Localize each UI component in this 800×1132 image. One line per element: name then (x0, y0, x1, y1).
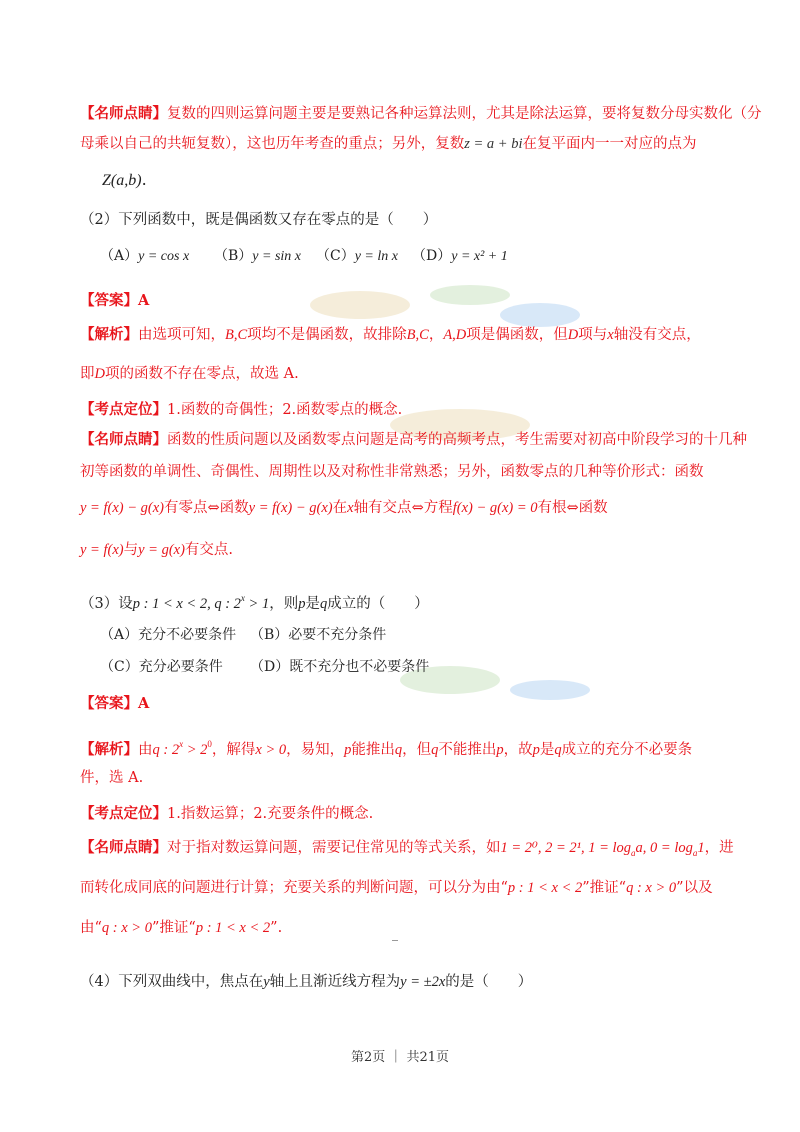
q2-note-line3: y = f(x) − g(x)有零点⇔函数y = f(x) − g(x)在x轴有交点⇔方程f(x) − g(x) = 0有根⇔函数 (80, 500, 608, 516)
q2-option-c: （C）y = ln x (316, 248, 398, 264)
q2-option-d: （D）y = x² + 1 (412, 248, 508, 264)
q3-stem: （3）设p : 1 < x < 2, q : $2^x > 1$，则p是q成立的（ ） (80, 593, 429, 612)
q2-analysis-line1: 【解析】由选项可知，B,C项均不是偶函数，故排除B,C，A,D项是偶函数，但D项与x轴没有交点， (80, 326, 701, 343)
q2-answer: 【答案】A (80, 292, 150, 309)
page-footer: 第2页 ｜ 共21页 (350, 1050, 450, 1065)
q3-note-line2: 而转化成同底的问题进行计算；充要关系的判断问题，可以分为由“p : 1 < x < 2”推证“q : x > 0”以及 (80, 880, 713, 896)
q2-note-line4: y = f(x)与y = g(x)有交点. (80, 542, 234, 558)
q3-option-a: （A）充分不必要条件 (100, 627, 237, 643)
q3-option-c: （C）充分必要条件 (100, 659, 223, 675)
q2-analysis-line2: 即D项的函数不存在零点，故选 A. (80, 366, 299, 382)
q2-note-line2: 初等函数的单调性、奇偶性、周期性以及对称性非常熟悉；另外，函数零点的几种等价形式：函数 (80, 464, 704, 480)
note1-line2: 母乘以自己的共轭复数），这也历年考查的重点；另外，复数z = a + bi在复平面内一一对应的点为 (80, 136, 697, 152)
q3-note-line1: 【名师点睛】对于指对数运算问题，需要记住常见的等式关系，如1 = 2⁰, 2 = 2¹, $1 = \log_aa$, $0 = \log_a1$，进 (80, 839, 734, 858)
q2-keypoint: 【考点定位】1.函数的奇偶性；2.函数零点的概念. (80, 401, 403, 418)
q2-option-b: （B）y = sin x (214, 248, 302, 264)
q3-analysis-line2: 件，选 A. (80, 770, 144, 786)
q3-note-line3: 由“q : x > 0”推证“p : 1 < x < 2”. (80, 920, 283, 936)
q2-note-line1: 【名师点睛】函数的性质问题以及函数零点问题是高考的高频考点，考生需要对初高中阶段学习的十几种 (80, 431, 747, 448)
q3-keypoint: 【考点定位】1.指数运算；2.充要条件的概念. (80, 805, 374, 822)
q4-stem: （4）下列双曲线中，焦点在y轴上且渐近线方程为y = ±2x的是（ ） (80, 974, 533, 990)
note1-tag: 【名师点睛】 (80, 105, 167, 122)
q2-stem: （2）下列函数中，既是偶函数又存在零点的是（ ） (80, 212, 438, 228)
note1-point: Z(a,b). (102, 170, 147, 189)
q3-analysis-line1: 【解析】由q : $2^x > 2^0$，解得x > 0，易知，p能推出q，但q不能推出p，故p是q成立的充分不必要条 (80, 739, 693, 758)
complex-expr: z = a + bi (464, 136, 523, 152)
q2-option-a: （A）y = cos x (100, 248, 190, 264)
q3-answer: 【答案】A (80, 695, 150, 712)
divider-mark (392, 940, 398, 941)
q3-option-b: （B）必要不充分条件 (250, 627, 387, 643)
q3-option-d: （D）既不充分也不必要条件 (250, 659, 430, 675)
note1-line1: 【名师点睛】复数的四则运算问题主要是要熟记各种运算法则，尤其是除法运算，要将复数分母实数化（分 (80, 105, 762, 122)
